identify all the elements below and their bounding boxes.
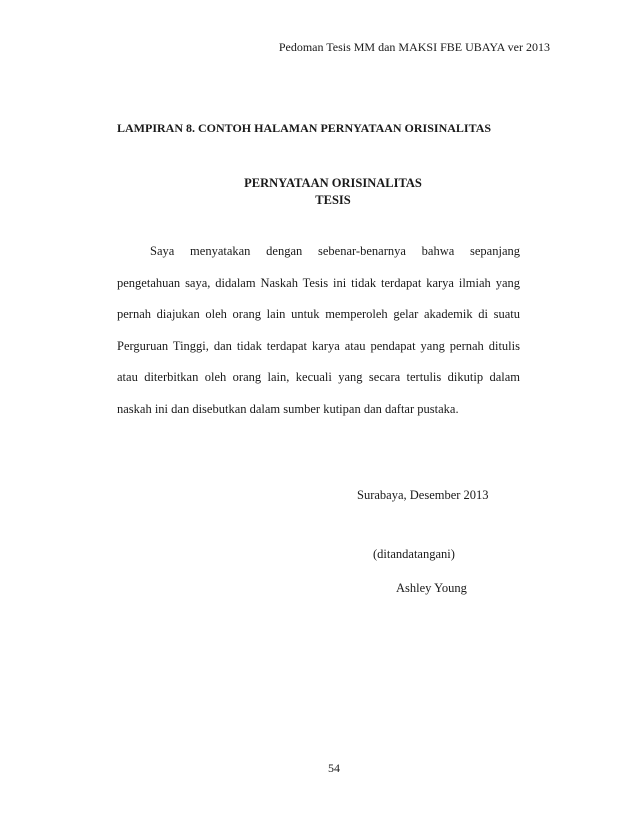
signer-name: Ashley Young [396, 581, 467, 595]
signature-note: (ditandatangani) [373, 547, 455, 561]
section-title: LAMPIRAN 8. CONTOH HALAMAN PERNYATAAN ORISINALITAS [117, 121, 492, 135]
running-header: Pedoman Tesis MM dan MAKSI FBE UBAYA ver 2013 [278, 40, 550, 54]
signature-city-date: Surabaya, Desember 2013 [357, 488, 489, 502]
page-number: 54 [328, 761, 340, 775]
statement-paragraph: Saya menyatakan dengan sebenar-benarnya bahwa sepanjang pengetahuan saya, didalam Naskah Tesis ini tidak terdapat karya ilmiah yang pernah diajukan oleh orang lain untuk memperoleh gelar akademik di suatu Perguruan Tinggi, dan tidak terdapat karya atau pendapat yang pernah ditulis atau diterbitkan oleh orang lain, kecuali yang secara tertulis dikutip dalam naskah ini dan disebutkan dalam sumber kutipan dan daftar pustaka. [117, 244, 520, 416]
document-subtitle: TESIS [315, 193, 351, 207]
document-title: PERNYATAAN ORISINALITAS [244, 176, 422, 190]
